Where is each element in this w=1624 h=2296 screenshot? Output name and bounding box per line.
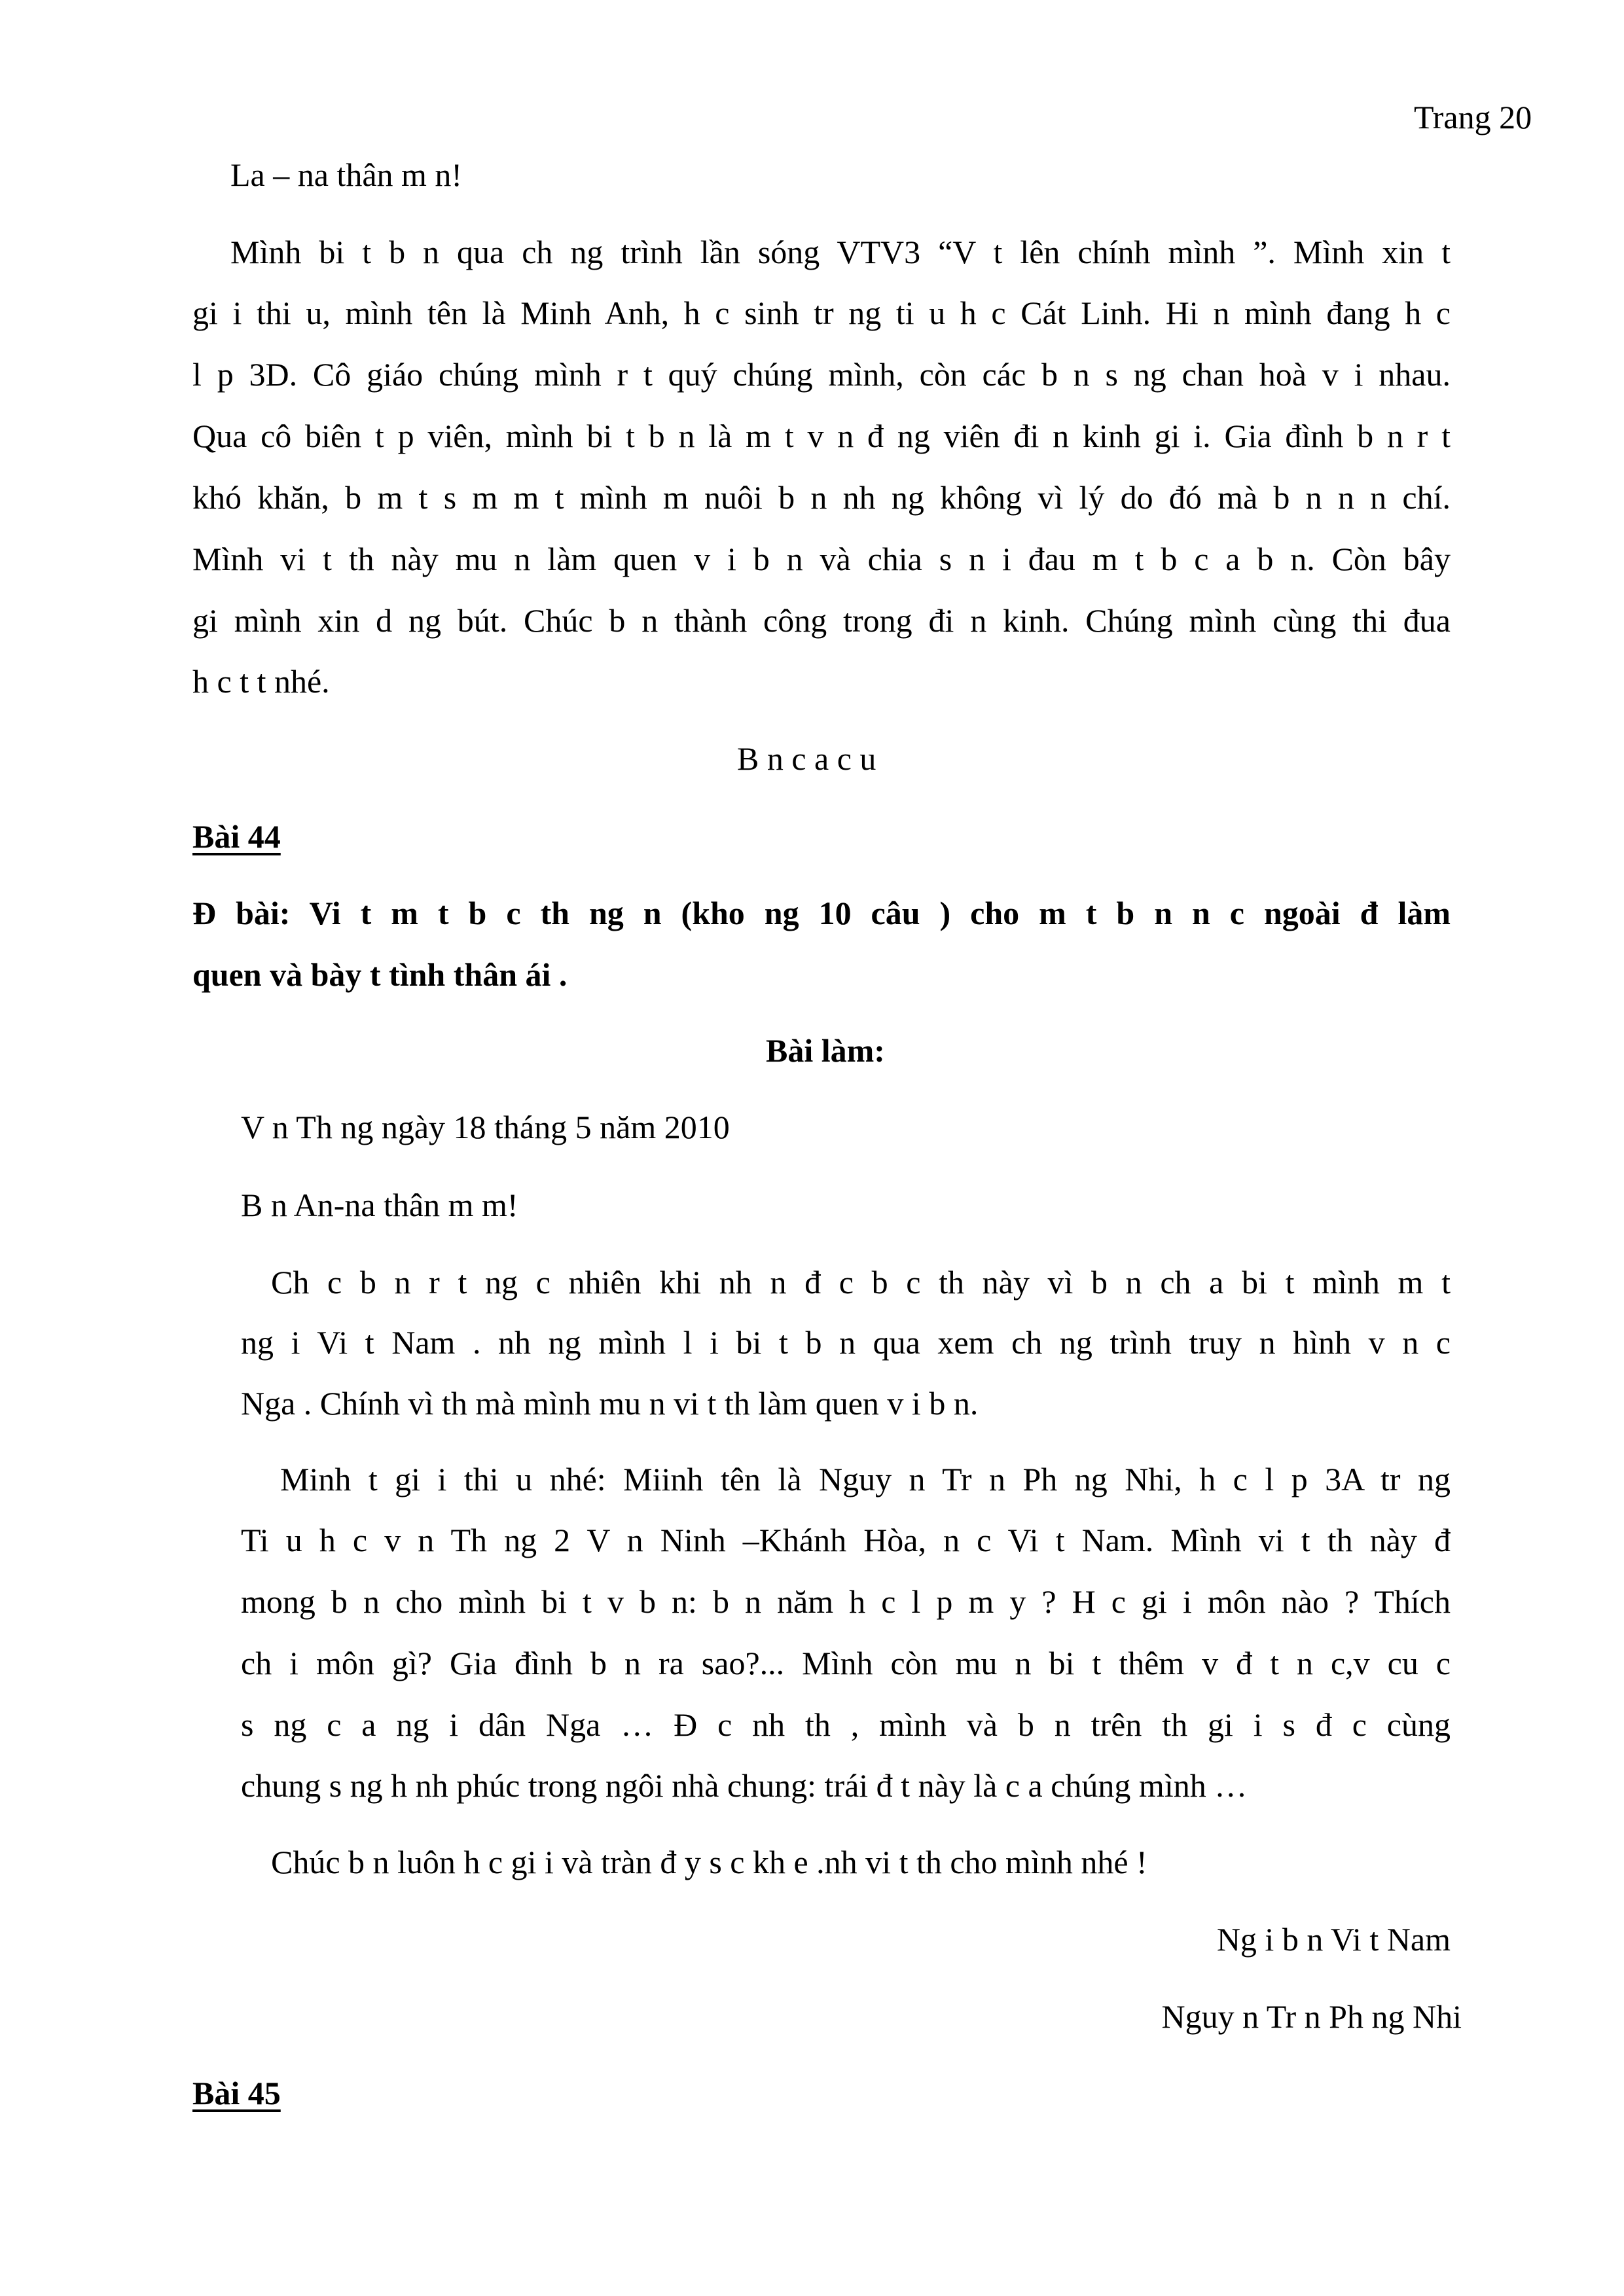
bai44-paragraph1-line: Nga . Chính vì th mà mình mu n vi t th làm quen v i b n. — [241, 1385, 979, 1422]
letter1-line: h c t t nhé. — [192, 663, 330, 700]
bai44-paragraph2-line: Minh t gi i thi u nhé: Miinh tên là Nguy n Tr n Ph ng Nhi, h c l p 3A tr ng — [280, 1461, 1451, 1498]
letter1-greeting: La – na thân m n! — [230, 156, 463, 193]
bai44-paragraph2-line: ch i môn gì? Gia đình b n ra sao?... Mình còn mu n bi t thêm v đ t n c,v cu c — [241, 1645, 1451, 1681]
bai44-signature-line1: Ng i b n Vi t Nam — [1216, 1921, 1451, 1958]
letter1-line: l p 3D. Cô giáo chúng mình r t quý chúng mình, còn các b n s ng chan hoà v i nhau. — [192, 356, 1451, 393]
letter1-line: gi i thi u, mình tên là Minh Anh, h c sinh tr ng ti u h c Cát Linh. Hi n mình đang h c — [192, 295, 1451, 331]
letter1-line: Qua cô biên t p viên, mình bi t b n là m t v n đ ng viên đi n kinh gi i. Gia đình b n r t — [192, 418, 1451, 454]
bai44-paragraph1-line: Ch c b n r t ng c nhiên khi nh n đ c b c th này vì b n ch a bi t mình m t — [271, 1264, 1451, 1300]
bai44-paragraph2-line: Ti u h c v n Th ng 2 V n Ninh –Khánh Hòa, n c Vi t Nam. Mình vi t th này đ — [241, 1522, 1451, 1558]
bai44-paragraph2-line: s ng c a ng i dân Nga … Đ c nh th , mình và b n trên th gi i s đ c cùng — [241, 1706, 1451, 1743]
bai44-subheading: Bài làm: — [766, 1032, 885, 1069]
letter1-line: gi mình xin d ng bút. Chúc b n thành công trong đi n kinh. Chúng mình cùng thi đua — [192, 602, 1451, 639]
bai44-paragraph2-line: mong b n cho mình bi t v b n: b n năm h c l p m y ? H c gi i môn nào ? Thích — [241, 1583, 1451, 1620]
bai44-prompt-line: quen và bày t tình thân ái . — [192, 956, 568, 993]
letter1-line: Mình bi t b n qua ch ng trình lần sóng VTV3 “V t lên chính mình ”. Mình xin t — [230, 234, 1451, 270]
letter1-signature: B n c a c u — [737, 740, 876, 777]
bai44-heading: Bài 44 — [192, 818, 281, 855]
bai44-closing: Chúc b n luôn h c gi i và tràn đ y s c kh e .nh vi t th cho mình nhé ! — [271, 1844, 1147, 1880]
bai45-heading: Bài 45 — [192, 2075, 281, 2111]
bai44-paragraph2-line: chung s ng h nh phúc trong ngôi nhà chung: trái đ t này là c a chúng mình … — [241, 1767, 1248, 1804]
bai44-date-line: V n Th ng ngày 18 tháng 5 năm 2010 — [241, 1109, 730, 1145]
bai44-paragraph1-line: ng i Vi t Nam . nh ng mình l i bi t b n qua xem ch ng trình truy n hình v n c — [241, 1324, 1451, 1361]
letter1-line: khó khăn, b m t s m m t mình m nuôi b n nh ng không vì lý do đó mà b n n n chí. — [192, 479, 1451, 516]
page-number: Trang 20 — [1414, 99, 1532, 135]
letter1-line: Mình vi t th này mu n làm quen v i b n và chia s n i đau m t b c a b n. Còn bây — [192, 541, 1451, 577]
bai44-prompt-line: Đ bài: Vi t m t b c th ng n (kho ng 10 câu ) cho m t b n n c ngoài đ làm — [192, 895, 1451, 931]
bai44-greeting: B n An-na thân m m! — [241, 1187, 518, 1223]
bai44-signature-line2: Nguy n Tr n Ph ng Nhi — [1161, 1998, 1462, 2035]
